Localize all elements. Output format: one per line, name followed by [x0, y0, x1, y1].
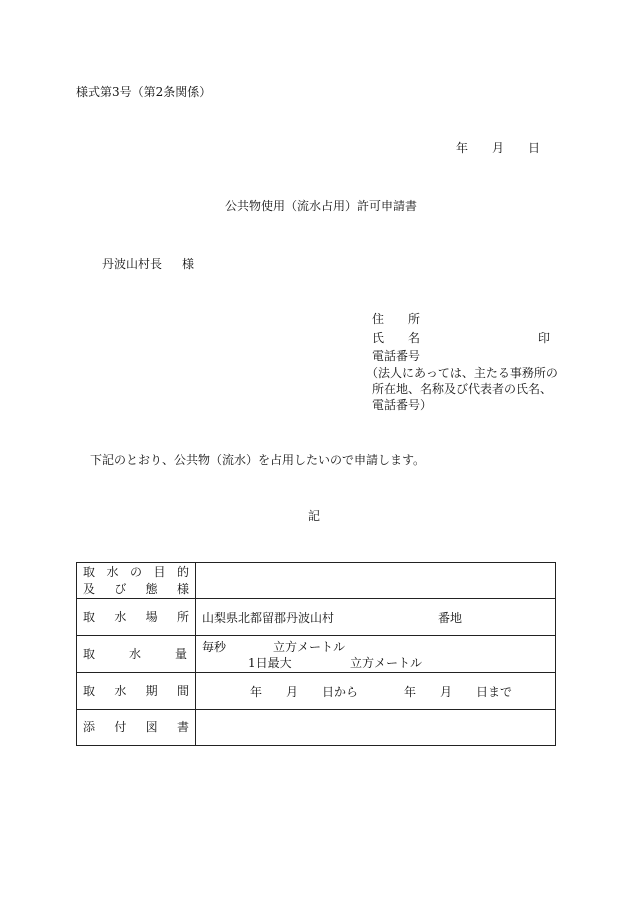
purpose-label-line-2: 及 び 態 様 — [83, 581, 189, 596]
amount-per-second: 毎秒 — [202, 640, 227, 654]
period-label: 取 水 期 間 — [77, 673, 196, 710]
place-row — [77, 599, 556, 636]
seal-mark: 印 — [538, 331, 551, 345]
attachment-row — [77, 710, 556, 746]
name-label-2: 名 — [408, 331, 421, 345]
place-address: 山梨県北都留郡丹波山村 — [202, 611, 335, 625]
period-row — [77, 673, 556, 710]
period-to: 日まで — [476, 685, 513, 699]
phone-label: 電話番号 — [372, 349, 421, 363]
amount-row — [77, 636, 556, 673]
addressee-name: 丹波山村長 — [102, 257, 163, 271]
corporate-note-line-1: （法人にあっては、主たる事務所の — [366, 366, 558, 380]
purpose-value[interactable] — [196, 563, 556, 599]
addressee-honorific: 様 — [182, 257, 195, 271]
purpose-label — [77, 563, 196, 599]
period-year-to: 年 — [404, 685, 417, 699]
attachment-label: 添 付 図 書 — [77, 710, 196, 746]
date-year: 年 — [456, 141, 469, 155]
date-month: 月 — [492, 141, 505, 155]
name-label-1: 氏 — [372, 331, 385, 345]
amount-label: 取 水 量 — [77, 636, 196, 673]
page-title: 公共物使用（流水占用）許可申請書 — [225, 199, 418, 213]
amount-value[interactable] — [196, 636, 556, 673]
attachment-value[interactable] — [196, 710, 556, 746]
address-label-1: 住 — [372, 312, 385, 326]
period-month-from: 月 — [286, 685, 299, 699]
period-from: 日から — [322, 685, 359, 699]
place-label: 取 水 場 所 — [77, 599, 196, 636]
amount-unit-1: 立方メートル — [273, 640, 346, 654]
details-table — [76, 562, 556, 746]
period-month-to: 月 — [440, 685, 453, 699]
period-year-from: 年 — [250, 685, 263, 699]
place-banchi: 番地 — [438, 611, 463, 625]
date-day: 日 — [528, 141, 541, 155]
amount-unit-2: 立方メートル — [350, 656, 423, 670]
period-value[interactable] — [196, 673, 556, 710]
place-value[interactable] — [196, 599, 556, 636]
purpose-row — [77, 563, 556, 599]
amount-daily-max: 1日最大 — [248, 656, 292, 670]
purpose-label-line-1: 取 水 の 目 的 — [83, 564, 189, 579]
application-statement: 下記のとおり、公共物（流水）を占用したいので申請します。 — [90, 453, 426, 467]
corporate-note-line-3: 電話番号） — [372, 398, 433, 412]
ki-heading: 記 — [308, 509, 321, 523]
corporate-note-line-2: 所在地、名称及び代表者の氏名、 — [372, 382, 553, 396]
form-number: 様式第3号（第2条関係） — [76, 85, 212, 99]
address-label-2: 所 — [408, 312, 421, 326]
